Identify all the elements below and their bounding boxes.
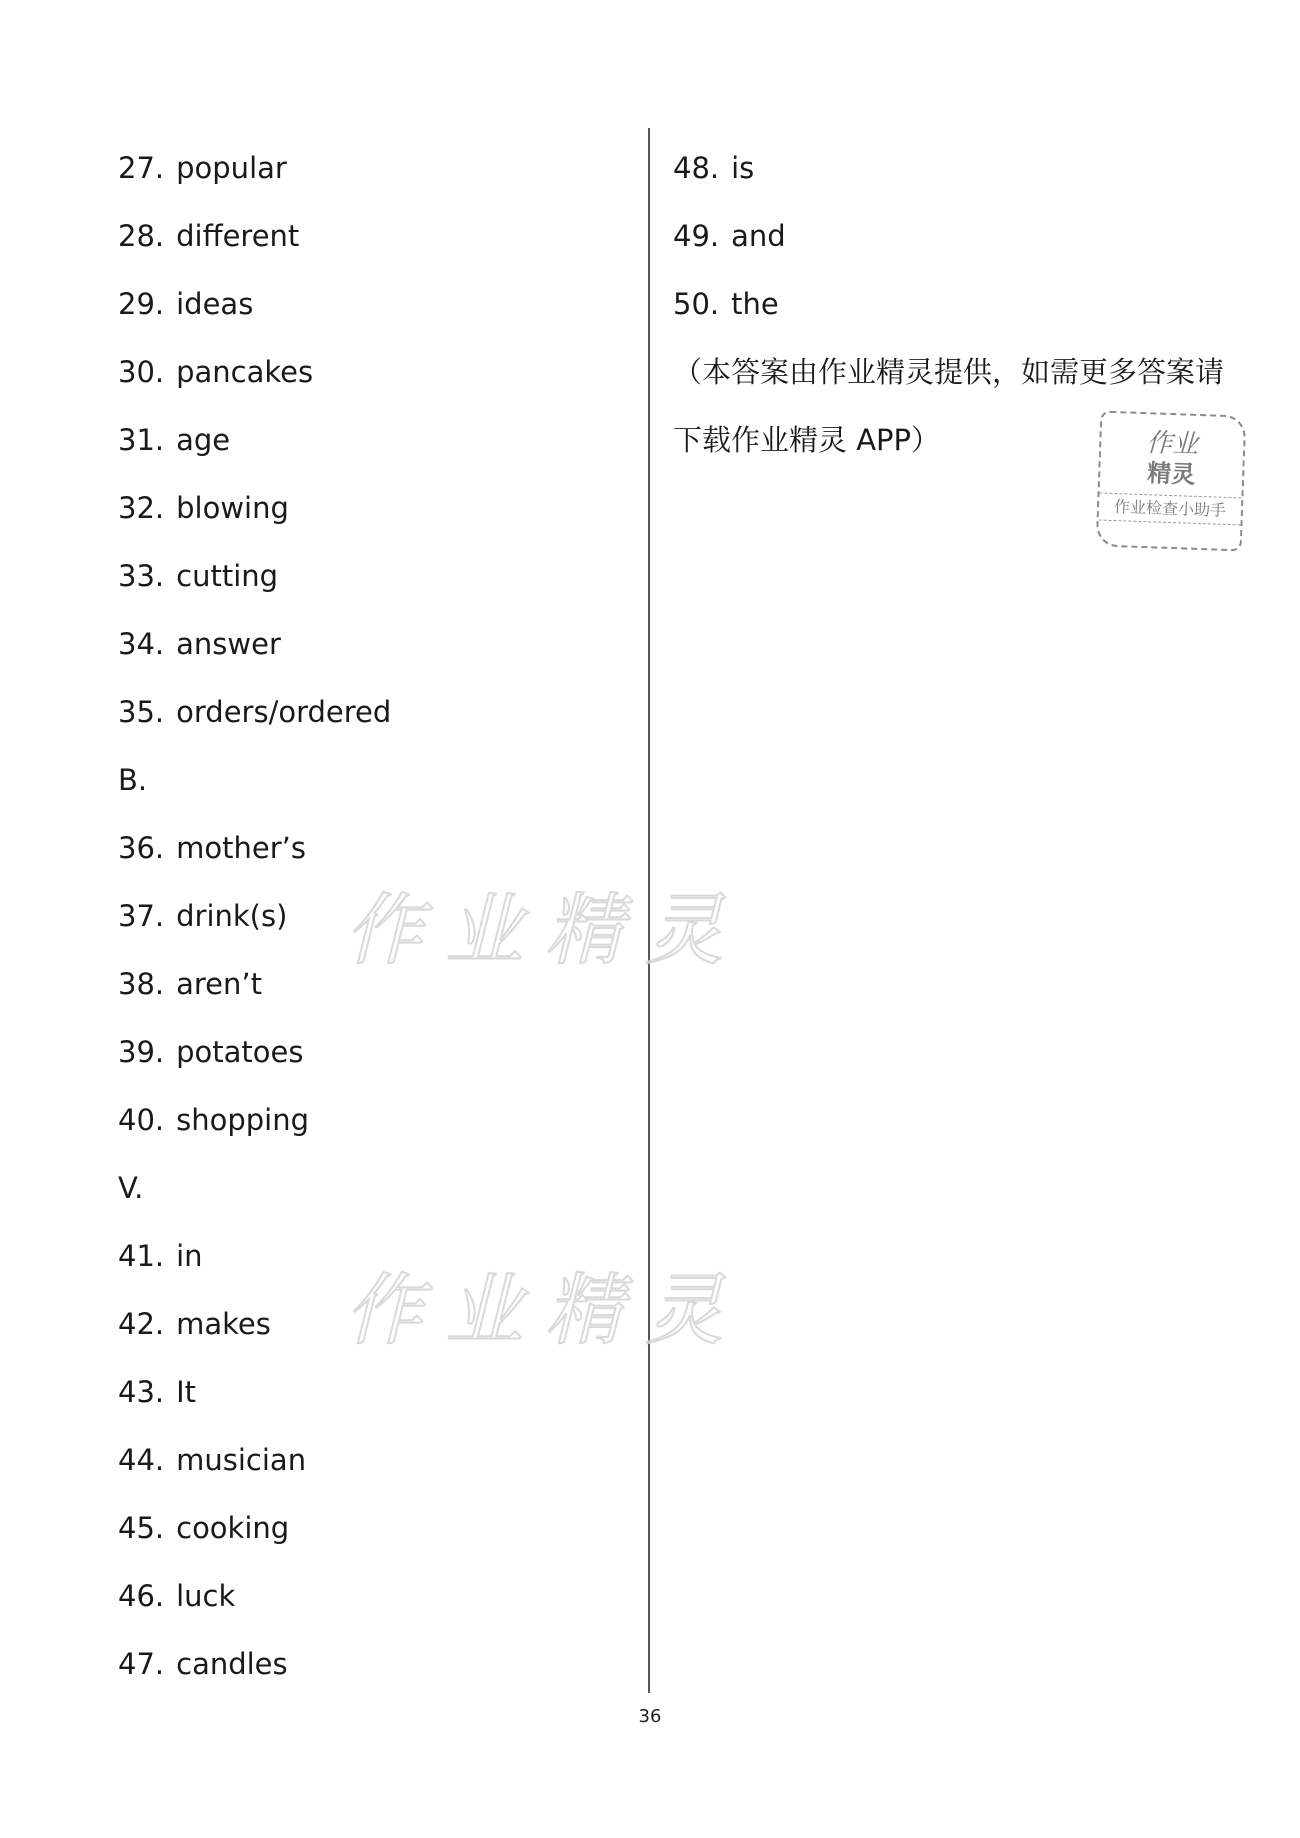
answer-number: 43. <box>118 1375 165 1409</box>
answer-text: age <box>176 423 231 457</box>
answer-number: 44. <box>118 1443 165 1477</box>
answer-text: cutting <box>176 559 279 593</box>
answer-text: pancakes <box>176 355 314 389</box>
answer-item <box>118 1568 638 1636</box>
answer-item <box>118 1500 638 1568</box>
answer-item <box>118 344 638 412</box>
answer-item <box>118 616 638 684</box>
answer-number: 49. <box>673 219 720 253</box>
answer-text: candles <box>176 1647 288 1681</box>
app-stamp-logo <box>1096 410 1247 551</box>
answer-number: 28. <box>118 219 165 253</box>
answer-text: the <box>731 287 779 321</box>
answer-number: 36. <box>118 831 165 865</box>
answer-text: answer <box>176 627 281 661</box>
answer-number: 41. <box>118 1239 165 1273</box>
answer-text: popular <box>176 151 287 185</box>
answer-number: V. <box>118 1171 144 1205</box>
answer-item <box>118 1160 638 1228</box>
answer-text: musician <box>176 1443 307 1477</box>
answer-text: potatoes <box>176 1035 304 1069</box>
answer-item <box>673 140 1213 208</box>
answer-item <box>118 480 638 548</box>
answer-text: shopping <box>176 1103 310 1137</box>
answer-number: 33. <box>118 559 165 593</box>
answer-item <box>118 208 638 276</box>
answer-text: in <box>176 1239 203 1273</box>
answer-text: ideas <box>176 287 254 321</box>
stamp-line-2: 精灵 <box>1146 458 1196 489</box>
answer-item <box>673 208 1213 276</box>
answer-text: cooking <box>176 1511 290 1545</box>
answer-item <box>118 276 638 344</box>
answer-item <box>118 752 638 820</box>
stamp-line-3: 作业检查小助手 <box>1099 493 1242 526</box>
answer-item <box>118 140 638 208</box>
answer-number: 29. <box>118 287 165 321</box>
answer-number: 27. <box>118 151 165 185</box>
answer-item <box>118 1092 638 1160</box>
answer-number: 46. <box>118 1579 165 1613</box>
answer-number: 45. <box>118 1511 165 1545</box>
answer-number: 42. <box>118 1307 165 1341</box>
note-line-1: （本答案由作业精灵提供，如需更多答案请 <box>673 355 1225 389</box>
answer-text: makes <box>176 1307 271 1341</box>
answer-item <box>118 1364 638 1432</box>
answer-number: 35. <box>118 695 165 729</box>
answer-number: 38. <box>118 967 165 1001</box>
stamp-line-1: 作业 <box>1145 428 1199 460</box>
watermark: 作业精灵 <box>345 886 746 976</box>
right-answer-list <box>673 140 1213 344</box>
answer-number: 31. <box>118 423 165 457</box>
answer-text: luck <box>176 1579 236 1613</box>
answer-text: mother’s <box>176 831 306 865</box>
answer-number: 37. <box>118 899 165 933</box>
answer-item <box>118 684 638 752</box>
answer-number: 40. <box>118 1103 165 1137</box>
watermark: 作业精灵 <box>345 1266 746 1356</box>
answer-text: and <box>731 219 786 253</box>
answer-text: is <box>731 151 755 185</box>
answer-number: 47. <box>118 1647 165 1681</box>
note-line-2: 下载作业精灵 APP） <box>673 423 941 457</box>
answer-item <box>118 1636 638 1704</box>
answer-item <box>673 276 1213 344</box>
answer-text: It <box>176 1375 197 1409</box>
answer-number: 30. <box>118 355 165 389</box>
answer-number: 32. <box>118 491 165 525</box>
answer-text: blowing <box>176 491 289 525</box>
answer-number: B. <box>118 763 148 797</box>
answer-number: 39. <box>118 1035 165 1069</box>
answer-item <box>118 412 638 480</box>
answer-number: 50. <box>673 287 720 321</box>
answer-number: 34. <box>118 627 165 661</box>
answer-item <box>118 548 638 616</box>
answer-item <box>118 1432 638 1500</box>
page-number: 36 <box>638 1706 662 1727</box>
answer-text: aren’t <box>176 967 262 1001</box>
answer-text: orders/ordered <box>176 695 392 729</box>
answer-text: drink(s) <box>176 899 288 933</box>
answer-text: different <box>176 219 300 253</box>
answer-number: 48. <box>673 151 720 185</box>
answer-item <box>118 1024 638 1092</box>
